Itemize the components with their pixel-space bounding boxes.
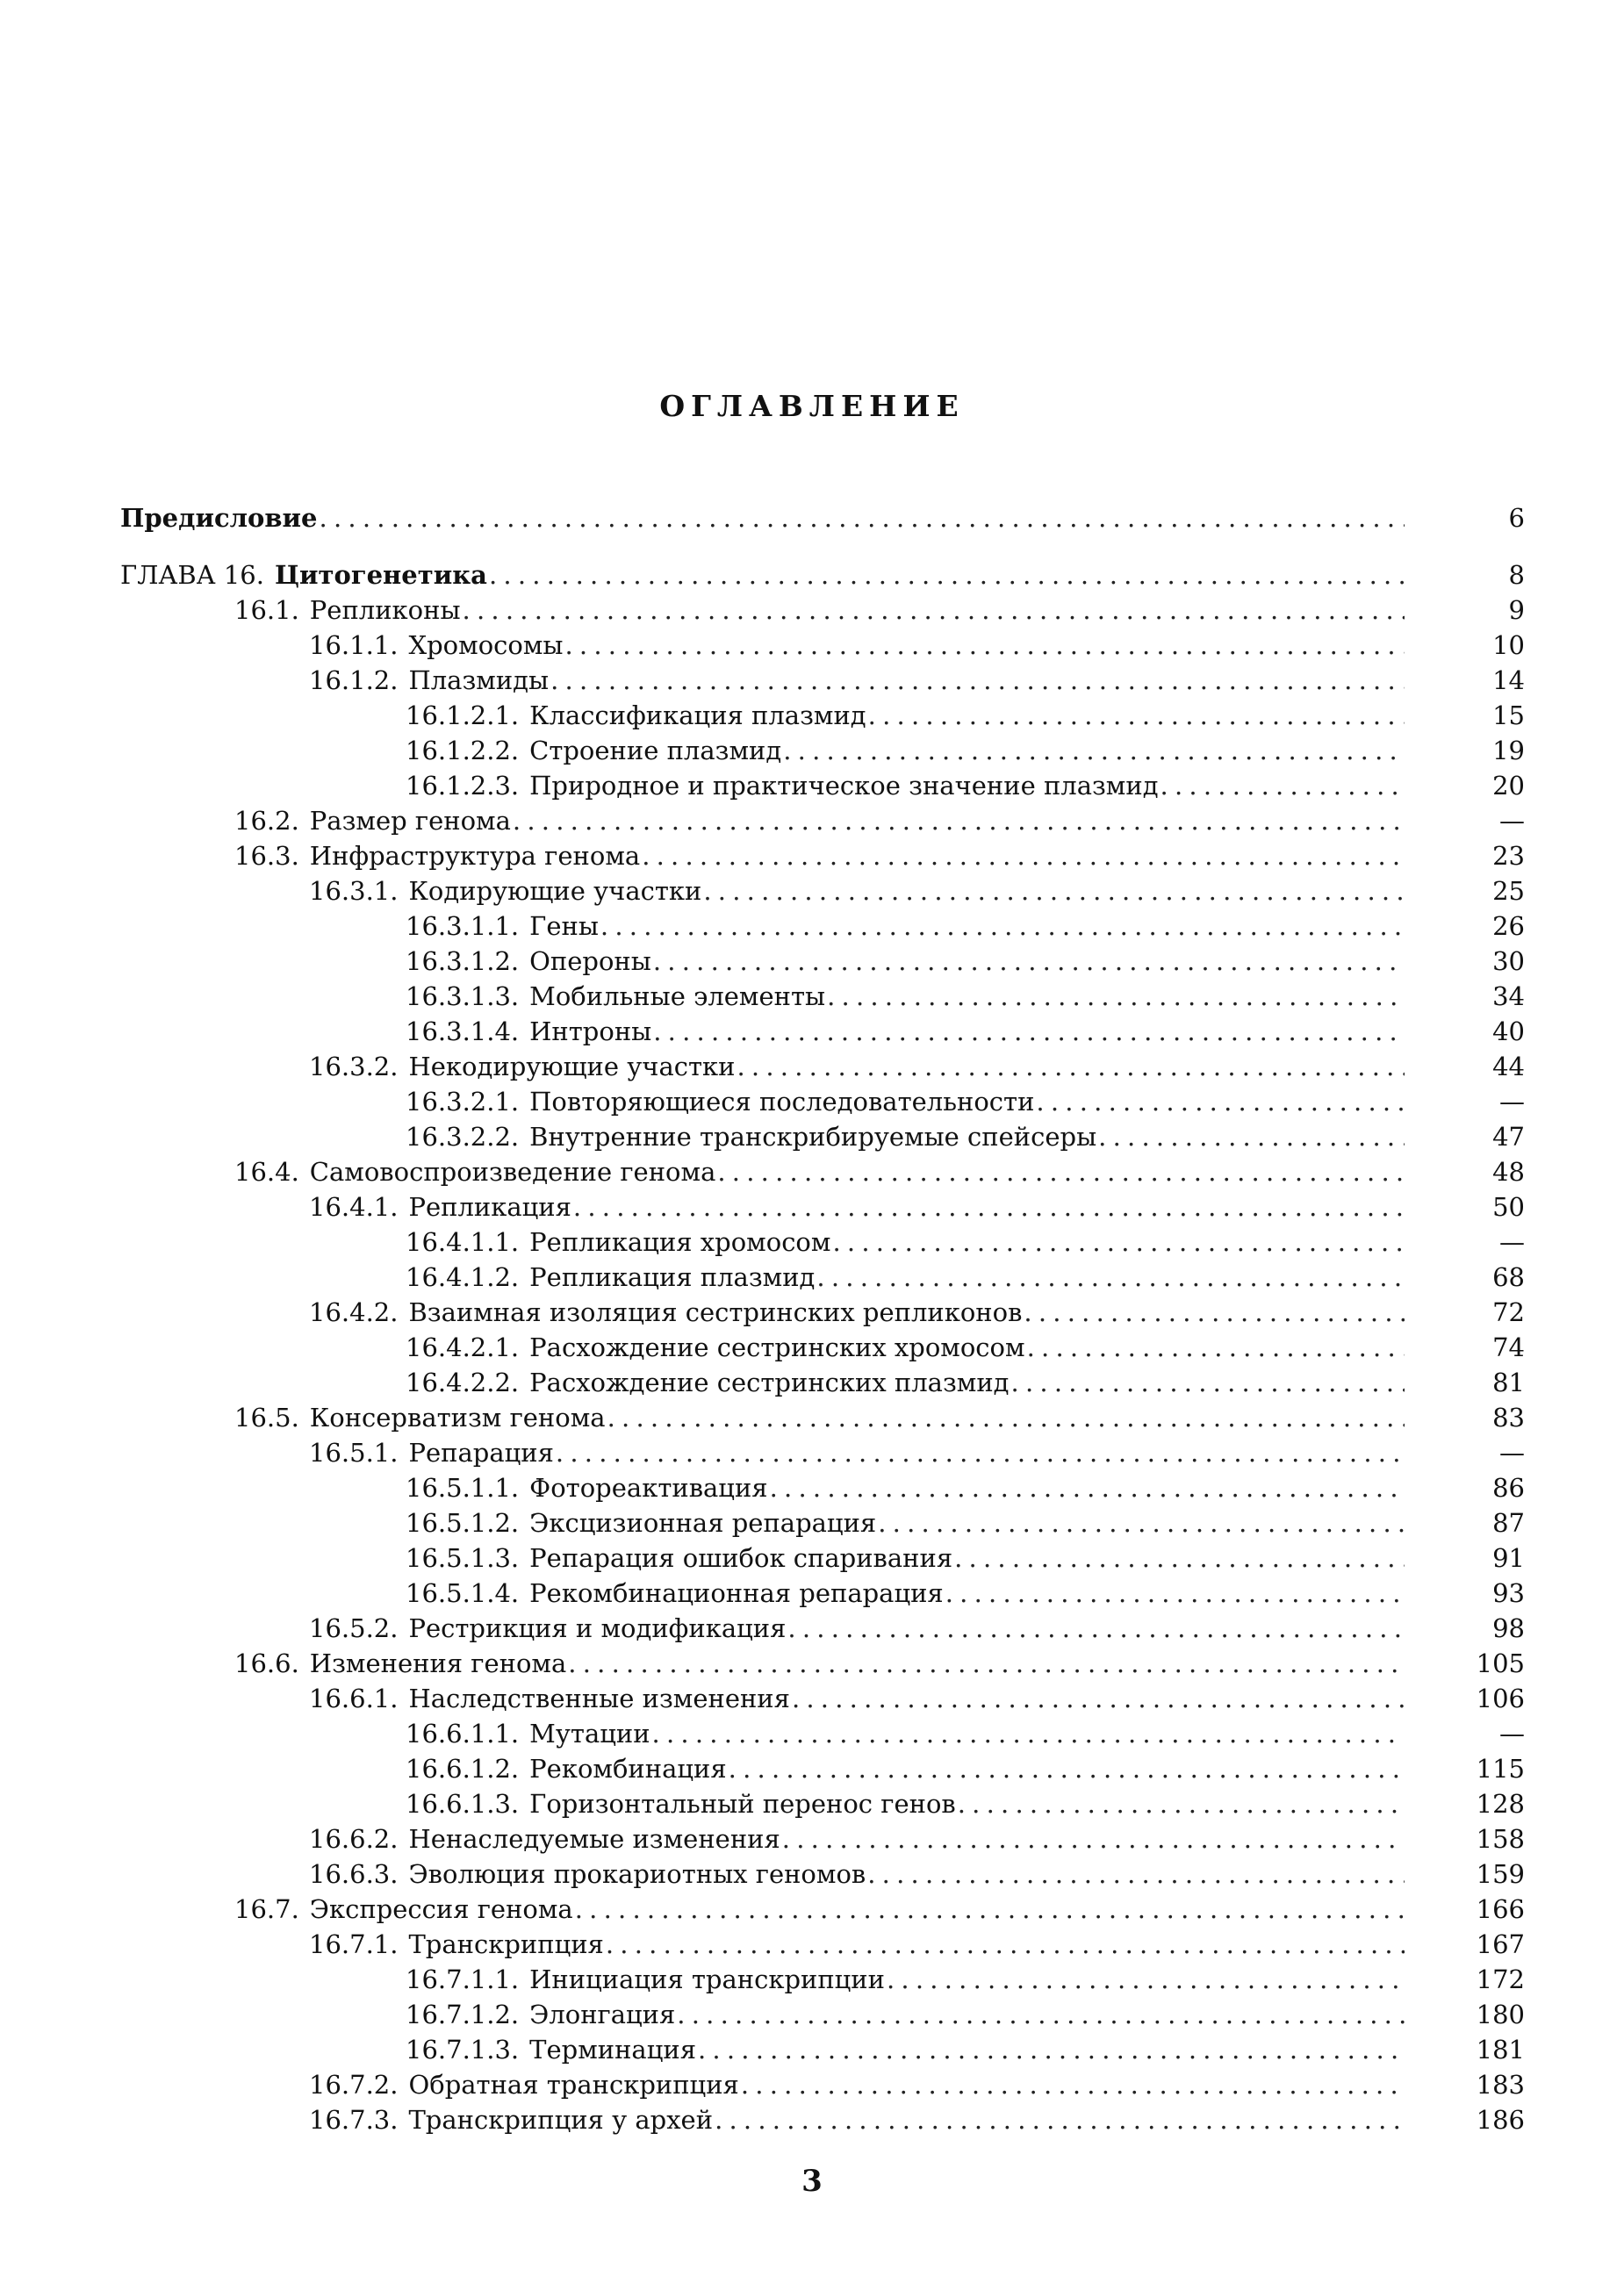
toc-entry-page: 74: [1492, 1332, 1525, 1362]
toc-entry-number: 16.5.1.3.: [406, 1543, 520, 1573]
toc-entry-label: Фотореактивация: [529, 1473, 768, 1503]
dot-leader: [867, 1856, 1405, 1892]
toc-entry-label: Расхождение сестринских хромосом: [529, 1332, 1025, 1362]
toc-entry[interactable]: [120, 1400, 1525, 1435]
dot-leader: [606, 1927, 1405, 1962]
toc-entry-page: —: [1499, 1719, 1525, 1749]
toc-entry-page: 181: [1476, 2035, 1525, 2065]
dot-leader: [1011, 1365, 1405, 1400]
dot-leader: [787, 1611, 1405, 1646]
toc-entry-number: 16.3.1.2.: [406, 946, 520, 976]
toc-entry-number: 16.1.: [234, 595, 299, 625]
toc-entry[interactable]: [120, 1962, 1525, 1997]
dot-leader: [770, 1470, 1405, 1505]
toc-entry[interactable]: [120, 768, 1525, 803]
toc-entry-chapter[interactable]: [120, 557, 1525, 592]
toc-entry-page: 25: [1492, 876, 1525, 906]
toc-entry[interactable]: [120, 838, 1525, 873]
dot-leader: [642, 838, 1405, 873]
toc-entry-number: 16.3.1.: [309, 876, 399, 906]
toc-entry-label: Наследственные изменения: [408, 1684, 790, 1713]
dot-leader: [868, 698, 1405, 733]
toc-entry[interactable]: [120, 1435, 1525, 1470]
toc-entry-label: Транскрипция у архей: [408, 2105, 714, 2135]
toc-entry-number: 16.1.1.: [309, 630, 399, 660]
toc-entry[interactable]: [120, 1189, 1525, 1224]
toc-entry-number: 16.7.1.: [309, 1929, 399, 1959]
dot-leader: [513, 803, 1405, 838]
toc-entry-label: Репликация плазмид: [529, 1262, 816, 1292]
dot-leader: [945, 1576, 1405, 1611]
toc-entry-label: Повторяющиеся последовательности: [529, 1087, 1035, 1117]
dot-leader: [816, 1260, 1405, 1295]
page-number: 3: [801, 2164, 823, 2199]
toc-entry[interactable]: [120, 2067, 1525, 2102]
toc-entry-number: 16.6.1.1.: [406, 1719, 520, 1749]
toc-entry-number: 16.4.2.: [309, 1297, 399, 1327]
toc-entry-label: Эксцизионная репарация: [529, 1508, 877, 1538]
toc-entry[interactable]: [120, 1295, 1525, 1330]
toc-entry-label: Опероны: [529, 946, 651, 976]
toc-entry-page: 106: [1476, 1684, 1525, 1713]
dot-leader: [653, 944, 1405, 979]
dot-leader: [1098, 1119, 1405, 1154]
toc-entry-number: 16.5.: [234, 1403, 299, 1433]
toc-entry-number: 16.5.1.4.: [406, 1578, 520, 1608]
toc-entry-number: 16.3.2.: [309, 1052, 399, 1081]
toc-entry-label: Интроны: [529, 1016, 652, 1046]
toc-entry-number: 16.4.1.: [309, 1192, 399, 1222]
dot-leader: [703, 873, 1405, 908]
toc-entry-number: 16.2.: [234, 806, 299, 836]
dot-leader: [463, 592, 1405, 628]
toc-entry-page: 91: [1492, 1543, 1525, 1573]
toc-entry-page: 44: [1492, 1052, 1525, 1081]
toc-entry-page: 48: [1492, 1157, 1525, 1187]
toc-entry[interactable]: [120, 1154, 1525, 1189]
dot-leader: [958, 1786, 1405, 1821]
toc-entries: [120, 592, 1525, 2137]
toc-entry-page: 115: [1476, 1754, 1525, 1784]
toc-entry-page: 47: [1492, 1122, 1525, 1152]
dot-leader: [792, 1681, 1405, 1716]
toc-entry-label: Строение плазмид: [529, 736, 782, 765]
toc-entry[interactable]: [120, 698, 1525, 733]
toc-entry-label: Размер генома: [309, 806, 511, 836]
toc-entry-page: 93: [1492, 1578, 1525, 1608]
dot-leader: [878, 1505, 1405, 1540]
toc-entry-page: 9: [1508, 595, 1525, 625]
dot-leader: [1024, 1295, 1405, 1330]
toc-entry[interactable]: [120, 1927, 1525, 1962]
toc-entry-number: 16.3.1.1.: [406, 911, 520, 941]
toc-entry[interactable]: [120, 733, 1525, 768]
toc-entry-label: Терминация: [529, 2035, 696, 2065]
dot-leader: [652, 1716, 1405, 1751]
toc-entry-number: 16.6.2.: [309, 1824, 399, 1854]
toc-entry-page: 30: [1492, 946, 1525, 976]
toc-entry-page: 15: [1492, 700, 1525, 730]
toc-entry-number: 16.3.1.3.: [406, 981, 520, 1011]
toc-entry-number: 16.3.1.4.: [406, 1016, 520, 1046]
toc-entry-page: 20: [1492, 771, 1525, 801]
toc-entry-number: 16.7.3.: [309, 2105, 399, 2135]
toc-entry-label: Репарация: [408, 1438, 554, 1468]
toc-entry[interactable]: [120, 1611, 1525, 1646]
toc-entry-page: 40: [1492, 1016, 1525, 1046]
dot-leader: [489, 557, 1405, 592]
toc-entry-number: 16.4.1.2.: [406, 1262, 520, 1292]
dot-leader: [1161, 768, 1405, 803]
toc-entry[interactable]: [120, 1716, 1525, 1751]
dot-leader: [600, 908, 1405, 944]
toc-entry-label: Инфраструктура генома: [309, 841, 641, 871]
toc-entry[interactable]: [120, 1892, 1525, 1927]
toc-entry[interactable]: [120, 1365, 1525, 1400]
toc-entry-label: Ненаследуемые изменения: [408, 1824, 780, 1854]
toc-entry-page: 172: [1476, 1964, 1525, 1994]
toc-entry[interactable]: [120, 592, 1525, 628]
toc-entry-label: Взаимная изоляция сестринских репликонов: [408, 1297, 1023, 1327]
toc-entry[interactable]: [120, 1576, 1525, 1611]
table-of-contents: [120, 500, 1525, 2137]
dot-leader: [568, 1646, 1405, 1681]
toc-entry[interactable]: [120, 873, 1525, 908]
toc-entry-number: 16.1.2.3.: [406, 771, 520, 801]
toc-entry-label: Горизонтальный перенос генов: [529, 1789, 956, 1819]
dot-leader: [565, 628, 1405, 663]
toc-entry-label: Эволюция прокариотных геномов: [408, 1859, 866, 1889]
toc-entry-number: 16.7.2.: [309, 2070, 399, 2100]
toc-entry-number: 16.5.1.2.: [406, 1508, 520, 1538]
toc-entry-page: 158: [1476, 1824, 1525, 1854]
toc-entry-page: 166: [1476, 1894, 1525, 1924]
dot-leader: [575, 1892, 1405, 1927]
toc-entry-label: Расхождение сестринских плазмид: [529, 1368, 1010, 1397]
toc-entry[interactable]: [120, 628, 1525, 663]
toc-entry-page: 14: [1492, 665, 1525, 695]
toc-entry-page: 183: [1476, 2070, 1525, 2100]
toc-entry-label: Внутренние транскрибируемые спейсеры: [529, 1122, 1097, 1152]
toc-entry[interactable]: [120, 1470, 1525, 1505]
toc-entry[interactable]: [120, 908, 1525, 944]
toc-entry-label: Транскрипция: [408, 1929, 604, 1959]
toc-entry-label: Рекомбинация: [529, 1754, 727, 1784]
toc-entry-label: Консерватизм генома: [309, 1403, 606, 1433]
toc-entry-label: Гены: [529, 911, 599, 941]
toc-entry[interactable]: [120, 1224, 1525, 1260]
toc-entry-page: 159: [1476, 1859, 1525, 1889]
toc-entry-number: 16.6.: [234, 1648, 299, 1678]
dot-leader: [677, 1997, 1405, 2032]
toc-entry-number: 16.3.: [234, 841, 299, 871]
toc-entry-page: —: [1499, 1227, 1525, 1257]
toc-entry-number: 16.5.1.1.: [406, 1473, 520, 1503]
toc-entry-page: 180: [1476, 2000, 1525, 2029]
toc-entry-number: 16.7.: [234, 1894, 299, 1924]
toc-entry[interactable]: [120, 663, 1525, 698]
toc-entry[interactable]: [120, 1084, 1525, 1119]
toc-entry-page: 167: [1476, 1929, 1525, 1959]
dot-leader: [827, 979, 1405, 1014]
toc-entry-page: 81: [1492, 1368, 1525, 1397]
toc-entry-page: 10: [1492, 630, 1525, 660]
toc-entry-number: 16.3.2.1.: [406, 1087, 520, 1117]
toc-entry[interactable]: [120, 1505, 1525, 1540]
toc-entry-page: 98: [1492, 1613, 1525, 1643]
dot-leader: [550, 663, 1405, 698]
toc-entry-page: 8: [1508, 560, 1525, 590]
toc-entry-label: Кодирующие участки: [408, 876, 702, 906]
dot-leader: [1036, 1084, 1405, 1119]
toc-entry-label: Элонгация: [529, 2000, 676, 2029]
toc-entry-label: Репарация ошибок спаривания: [529, 1543, 953, 1573]
toc-entry[interactable]: [120, 1049, 1525, 1084]
toc-entry[interactable]: [120, 2032, 1525, 2067]
toc-entry-number: 16.4.2.1.: [406, 1332, 520, 1362]
dot-leader: [741, 2067, 1405, 2102]
toc-entry-label: Самовоспроизведение генома: [309, 1157, 716, 1187]
toc-entry-number: 16.6.1.2.: [406, 1754, 520, 1784]
toc-entry-page: 86: [1492, 1473, 1525, 1503]
toc-entry-label: Экспрессия генома: [309, 1894, 573, 1924]
toc-entry-label: Репликоны: [309, 595, 461, 625]
dot-leader: [698, 2032, 1405, 2067]
toc-entry-number: 16.4.2.2.: [406, 1368, 520, 1397]
toc-entry[interactable]: [120, 1260, 1525, 1295]
toc-entry-number: 16.7.1.2.: [406, 2000, 520, 2029]
toc-entry-number: 16.5.1.: [309, 1438, 399, 1468]
toc-entry[interactable]: [120, 1821, 1525, 1856]
toc-entry[interactable]: [120, 979, 1525, 1014]
toc-entry-label: Природное и практическое значение плазмид: [529, 771, 1159, 801]
dot-leader: [783, 733, 1405, 768]
toc-entry-page: —: [1499, 1087, 1525, 1117]
dot-leader: [556, 1435, 1405, 1470]
toc-entry-label: Инициация транскрипции: [529, 1964, 885, 1994]
toc-entry-label: Плазмиды: [408, 665, 550, 695]
dot-leader: [653, 1014, 1405, 1049]
toc-entry[interactable]: [120, 1751, 1525, 1786]
toc-entry-label: Репликация: [408, 1192, 571, 1222]
toc-entry-label: Мобильные элементы: [529, 981, 826, 1011]
toc-entry-page: 26: [1492, 911, 1525, 941]
toc-entry[interactable]: [120, 1330, 1525, 1365]
page-title: ОГЛАВЛЕНИЕ: [659, 389, 965, 423]
toc-entry-number: 16.3.2.2.: [406, 1122, 520, 1152]
toc-entry[interactable]: [120, 1997, 1525, 2032]
toc-entry-number: 16.6.1.: [309, 1684, 399, 1713]
toc-entry-number: 16.4.1.1.: [406, 1227, 520, 1257]
toc-entry-page: 105: [1476, 1648, 1525, 1678]
toc-entry-number: 16.1.2.1.: [406, 700, 520, 730]
toc-entry-page: 83: [1492, 1403, 1525, 1433]
dot-leader: [320, 500, 1405, 535]
toc-entry-page: 50: [1492, 1192, 1525, 1222]
dot-leader: [729, 1751, 1405, 1786]
toc-entry-label: Мутации: [529, 1719, 650, 1749]
toc-entry-number: 16.7.1.1.: [406, 1964, 520, 1994]
toc-entry-label: Классификация плазмид: [529, 700, 866, 730]
toc-entry-page: 72: [1492, 1297, 1525, 1327]
dot-leader: [887, 1962, 1405, 1997]
dot-leader: [954, 1540, 1405, 1576]
toc-entry[interactable]: [120, 1014, 1525, 1049]
toc-entry[interactable]: [120, 1119, 1525, 1154]
toc-entry-page: 186: [1476, 2105, 1525, 2135]
toc-entry-label: Рекомбинационная репарация: [529, 1578, 944, 1608]
toc-entry-label: Изменения генома: [309, 1648, 567, 1678]
toc-entry[interactable]: [120, 1646, 1525, 1681]
toc-entry-label: Обратная транскрипция: [408, 2070, 739, 2100]
toc-entry-label: Хромосомы: [408, 630, 564, 660]
toc-entry-label: Некодирующие участки: [408, 1052, 736, 1081]
dot-leader: [832, 1224, 1405, 1260]
dot-leader: [782, 1821, 1405, 1856]
toc-entry-label: Репликация хромосом: [529, 1227, 831, 1257]
toc-entry-number: ГЛАВА 16.: [120, 560, 264, 590]
toc-entry-number: 16.5.2.: [309, 1613, 399, 1643]
toc-entry[interactable]: [120, 2102, 1525, 2137]
toc-entry[interactable]: [120, 1540, 1525, 1576]
dot-leader: [1027, 1330, 1405, 1365]
toc-entry[interactable]: [120, 944, 1525, 979]
toc-entry[interactable]: [120, 1856, 1525, 1892]
dot-leader: [607, 1400, 1405, 1435]
toc-entry-number: 16.6.1.3.: [406, 1789, 520, 1819]
toc-entry-page: 128: [1476, 1789, 1525, 1819]
toc-entry-number: 16.1.2.: [309, 665, 399, 695]
toc-entry-page: —: [1499, 806, 1525, 836]
toc-entry-page: 23: [1492, 841, 1525, 871]
dot-leader: [737, 1049, 1405, 1084]
toc-entry-page: 87: [1492, 1508, 1525, 1538]
toc-entry-label: Цитогенетика: [274, 560, 487, 590]
toc-entry-label: Рестрикция и модификация: [408, 1613, 787, 1643]
toc-entry-page: 6: [1508, 503, 1525, 533]
toc-entry-page: 68: [1492, 1262, 1525, 1292]
toc-entry-number: 16.1.2.2.: [406, 736, 520, 765]
dot-leader: [717, 1154, 1405, 1189]
toc-entry-label: Предисловие: [120, 503, 318, 533]
toc-entry[interactable]: [120, 1786, 1525, 1821]
dot-leader: [573, 1189, 1405, 1224]
dot-leader: [715, 2102, 1405, 2137]
toc-entry[interactable]: [120, 1681, 1525, 1716]
toc-entry-number: 16.6.3.: [309, 1859, 399, 1889]
toc-entry-page: —: [1499, 1438, 1525, 1468]
toc-entry-preface[interactable]: [120, 500, 1525, 535]
toc-entry-page: 34: [1492, 981, 1525, 1011]
toc-entry-number: 16.7.1.3.: [406, 2035, 520, 2065]
toc-entry[interactable]: [120, 803, 1525, 838]
toc-entry-number: 16.4.: [234, 1157, 299, 1187]
toc-entry-page: 19: [1492, 736, 1525, 765]
